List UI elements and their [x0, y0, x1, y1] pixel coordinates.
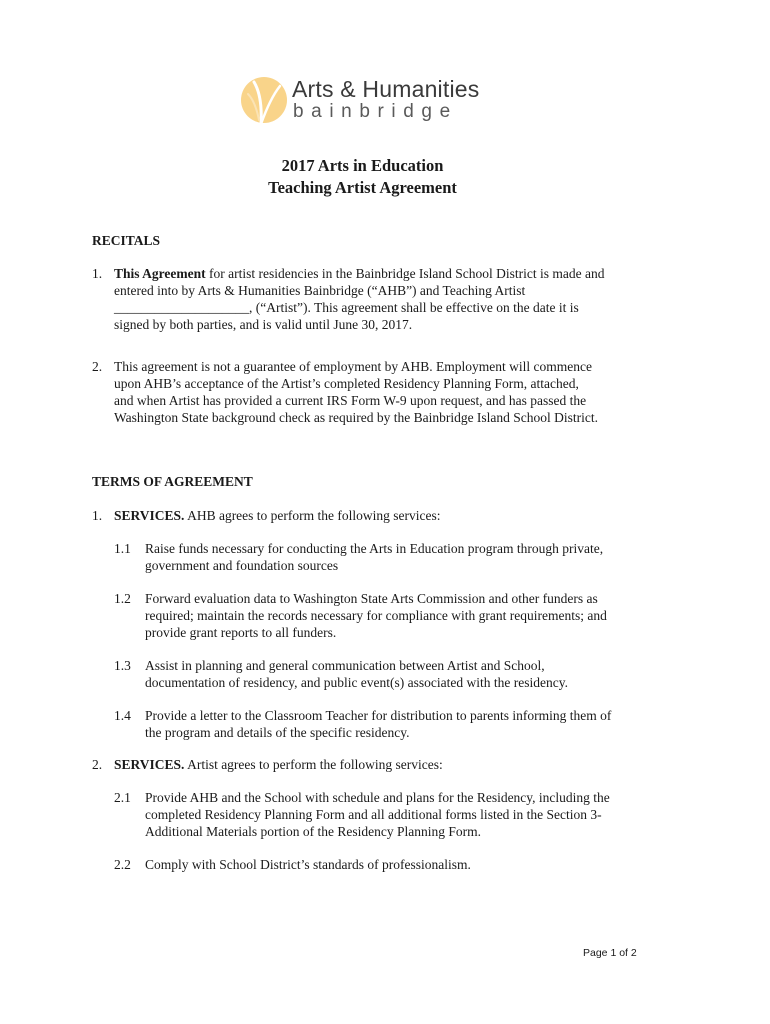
- terms-section-1-header: [114, 507, 441, 524]
- leaf-brushstroke-icon: [240, 70, 290, 130]
- terms-section-1-text: AHB agrees to perform the following services:: [184, 508, 441, 523]
- logo-name: Arts & Humanities: [292, 76, 480, 102]
- recital-2-line: and when Artist has provided a current IRS Form W-9 upon request, and has passed the: [114, 393, 587, 408]
- clause-line: Raise funds necessary for conducting the Arts in Education program through private,: [145, 541, 604, 556]
- clause-line: Additional Materials portion of the Residency Planning Form.: [145, 824, 481, 839]
- clause-line: required; maintain the records necessary for compliance with grant requirements; and: [145, 608, 607, 623]
- clause-line: Assist in planning and general communication between Artist and School,: [145, 658, 545, 673]
- clause-2-2-text: [145, 856, 471, 873]
- recital-1-number: 1.: [92, 266, 103, 281]
- clause-line: Provide AHB and the School with schedule and plans for the Residency, including the: [145, 790, 610, 805]
- recital-1-line: ____________________, (“Artist”). This agreement shall be effective on the date it is: [114, 300, 579, 315]
- clause-line: Provide a letter to the Classroom Teacher for distribution to parents informing them of: [145, 708, 612, 723]
- clause-line: Forward evaluation data to Washington State Arts Commission and other funders as: [145, 591, 598, 606]
- clause-line: provide grant reports to all funders.: [145, 625, 337, 640]
- recital-1-line: signed by both parties, and is valid until June 30, 2017.: [114, 317, 413, 332]
- terms-section-1-number: 1.: [92, 508, 103, 523]
- recital-2-line: Washington State background check as required by the Bainbridge Island School District.: [114, 410, 599, 425]
- document-title-line-2: Teaching Artist Agreement: [268, 178, 457, 197]
- terms-section-2-bold: SERVICES.: [114, 757, 185, 772]
- clause-line: documentation of residency, and public event(s) associated with the residency.: [145, 675, 568, 690]
- clause-1-1-text: [145, 540, 603, 574]
- clause-1-1-number: 1.1: [114, 541, 131, 556]
- terms-section-2-header: [114, 756, 443, 773]
- recital-2-text: [114, 358, 598, 426]
- clause-1-4-number: 1.4: [114, 708, 131, 723]
- recital-2-line: This agreement is not a guarantee of employment by AHB. Employment will commence: [114, 359, 593, 374]
- document-title-line-1: 2017 Arts in Education: [281, 156, 444, 175]
- clause-2-1-number: 2.1: [114, 790, 131, 805]
- clause-line: completed Residency Planning Form and all additional forms listed in the Section 3-: [145, 807, 602, 822]
- clause-2-1-text: [145, 789, 610, 840]
- logo-subtitle: bainbridge: [293, 101, 458, 122]
- clause-line: the program and details of the specific residency.: [145, 725, 410, 740]
- terms-heading: TERMS OF AGREEMENT: [92, 474, 253, 489]
- clause-line: Comply with School District’s standards of professionalism.: [145, 857, 471, 872]
- recital-1-text: [114, 265, 605, 333]
- recitals-heading: RECITALS: [92, 233, 161, 248]
- recital-1-line: entered into by Arts & Humanities Bainbridge (“AHB”) and Teaching Artist: [114, 283, 526, 298]
- clause-1-2-number: 1.2: [114, 591, 131, 606]
- recital-2-line: upon AHB’s acceptance of the Artist’s completed Residency Planning Form, attached,: [114, 376, 579, 391]
- recital-1-bold: This Agreement: [114, 266, 206, 281]
- terms-section-2-number: 2.: [92, 757, 103, 772]
- terms-section-1-bold: SERVICES.: [114, 508, 185, 523]
- clause-1-3-text: [145, 657, 568, 691]
- page-number: Page 1 of 2: [583, 947, 637, 959]
- clause-1-3-number: 1.3: [114, 658, 131, 673]
- clause-2-2-number: 2.2: [114, 857, 131, 872]
- recital-1-line: for artist residencies in the Bainbridge Island School District is made and: [205, 266, 605, 281]
- terms-section-2-text: Artist agrees to perform the following services:: [184, 757, 443, 772]
- logo: [240, 70, 500, 130]
- clause-1-2-text: [145, 590, 607, 641]
- recital-2-number: 2.: [92, 359, 103, 374]
- clause-1-4-text: [145, 707, 611, 741]
- clause-line: government and foundation sources: [145, 558, 339, 573]
